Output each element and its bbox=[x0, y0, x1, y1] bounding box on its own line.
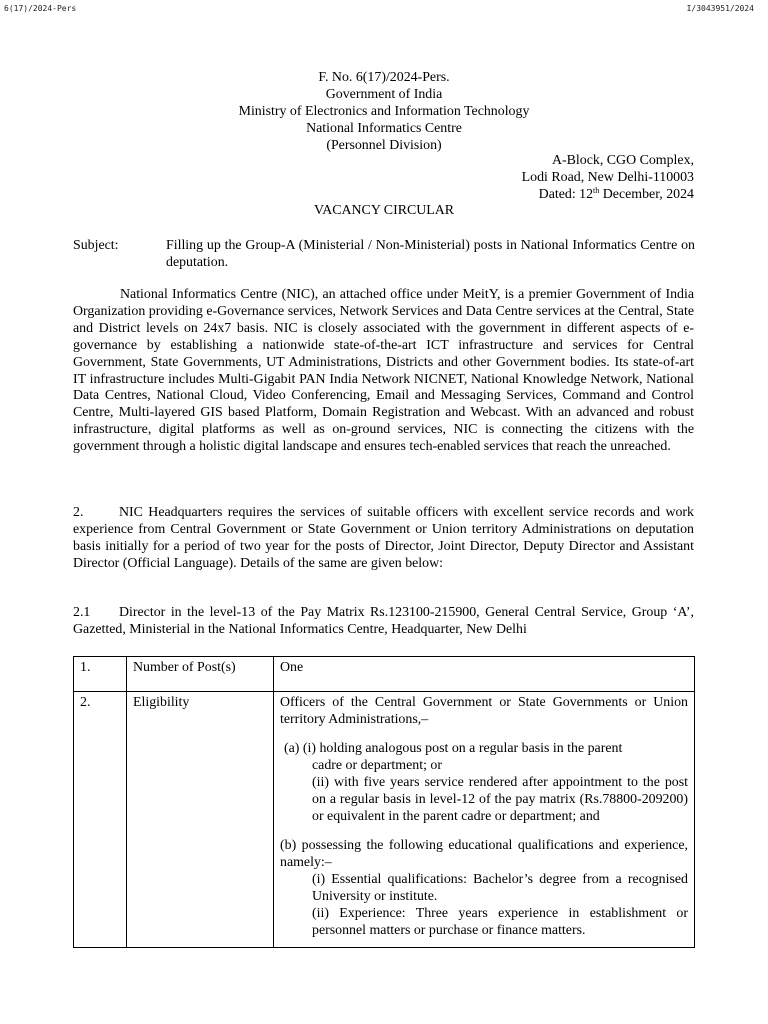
division-name: (Personnel Division) bbox=[326, 138, 442, 153]
address-line-2: Lodi Road, New Delhi-110003 bbox=[521, 170, 694, 185]
file-reference-right: I/3043951/2024 bbox=[686, 4, 754, 13]
table-row bbox=[74, 657, 695, 692]
date-prefix: Dated: 12 bbox=[538, 187, 594, 202]
eligibility-intro: Officers of the Central Government or State Governments or Union territory Administrations,– bbox=[280, 695, 688, 727]
eligibility-clause-a-i: (a) (i) holding analogous post on a regular basis in the parent bbox=[284, 741, 623, 756]
subject-label: Subject: bbox=[73, 238, 119, 253]
centre-name: National Informatics Centre bbox=[306, 121, 462, 136]
document-title: VACANCY CIRCULAR bbox=[313, 203, 455, 218]
eligibility-clause-b-ii: (ii) Experience: Three years experience in establishment or personnel matters or purchase or finance matters. bbox=[312, 906, 688, 938]
row-number: 1. bbox=[74, 657, 127, 692]
date-ordinal: th bbox=[593, 186, 600, 195]
intro-paragraph: National Informatics Centre (NIC), an attached office under MeitY, is a premier Government of India Organization providing e-Governance services, Network Services and Data Centre services at the Central, State and District levels on 24x7 basis. NIC is closely associated with the government in different aspects of e-governance by establishing a nationwide state-of-the-art ICT infrastructure and services for Central Government, State Governments, UT Administrations, Districts and other Government bodies. Its state-of-art IT infrastructure includes Multi-Gigabit PAN India Network NICNET, National Knowledge Network, National Data Centres, National Cloud, Video Conferencing, Email and Messaging Services, Command and Control Centre, Multi-layered GIS based Platform, Domain Registration and Webcast. With an advanced and robust infrastructure, digital platforms as well as on-ground services, NIC is connecting the citizens with the government through a holistic digital landscape and ensures tech-enabled services that reach the unreached. bbox=[73, 287, 694, 455]
file-reference-left: 6(17)/2024-Pers bbox=[4, 4, 77, 13]
paragraph-2 bbox=[73, 505, 694, 573]
paragraph-2-1-text: Director in the level-13 of the Pay Matrix Rs.123100-215900, General Central Service, Group ‘A’, Gazetted, Ministerial in the National Informatics Centre, Headquarter, New Delhi bbox=[73, 605, 694, 637]
subject-block bbox=[73, 237, 695, 271]
row-value: One bbox=[274, 657, 695, 692]
eligibility-clause-b: (b) possessing the following educational qualifications and experience, namely:– bbox=[280, 838, 688, 870]
office-address bbox=[522, 152, 694, 203]
paragraph-2-1-number: 2.1 bbox=[73, 605, 91, 620]
government-name: Government of India bbox=[325, 87, 443, 102]
eligibility-clause-a-ii: (ii) with five years service rendered after appointment to the post on a regular basis in level-12 of the pay matrix (Rs.78800-209200) or equivalent in the parent cadre or department; and bbox=[312, 775, 688, 824]
date-suffix: December, 2024 bbox=[599, 187, 694, 202]
date-line bbox=[522, 186, 694, 203]
row-label: Eligibility bbox=[127, 692, 274, 948]
letterhead bbox=[0, 69, 768, 154]
paragraph-2-number: 2. bbox=[73, 505, 84, 520]
file-number: F. No. 6(17)/2024-Pers. bbox=[318, 70, 450, 85]
row-number: 2. bbox=[74, 692, 127, 948]
eligibility-clause-a-i-cont: cadre or department; or bbox=[312, 758, 442, 773]
eligibility-details bbox=[274, 692, 695, 948]
row-label: Number of Post(s) bbox=[127, 657, 274, 692]
table-row bbox=[74, 692, 695, 948]
paragraph-2-1 bbox=[73, 605, 694, 639]
post-details-table bbox=[73, 656, 695, 948]
subject-text: Filling up the Group-A (Ministerial / Non-Ministerial) posts in National Informatics Centre on deputation. bbox=[166, 238, 695, 270]
ministry-name: Ministry of Electronics and Information Technology bbox=[238, 104, 530, 119]
eligibility-clause-b-i: (i) Essential qualifications: Bachelor’s degree from a recognised University or institute. bbox=[312, 872, 688, 904]
address-line-1: A-Block, CGO Complex, bbox=[552, 153, 694, 168]
paragraph-2-text: NIC Headquarters requires the services of suitable officers with excellent service records and work experience from Central Government or State Government or Union territory Administrations on deputation basis initially for a period of two year for the posts of Director, Joint Director, Deputy Director and Assistant Director (Official Language). Details of the same are given below: bbox=[73, 505, 694, 571]
